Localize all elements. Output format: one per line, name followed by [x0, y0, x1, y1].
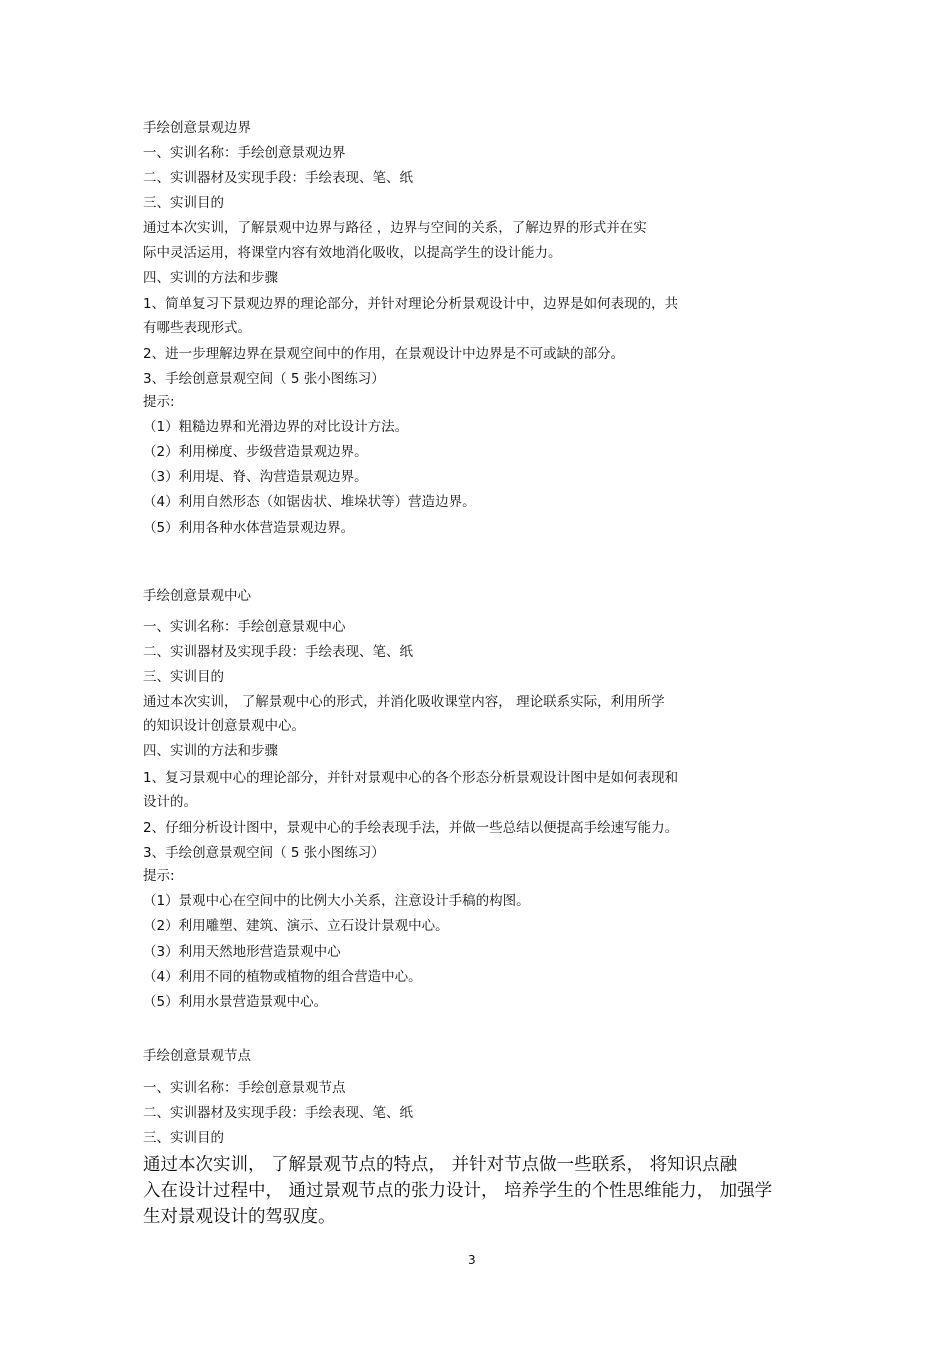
- hint-item: （3）利用天然地形营造景观中心: [143, 944, 341, 960]
- hint-item: （1）粗糙边界和光滑边界的对比设计方法。: [143, 419, 409, 435]
- hint-item: （2）利用雕塑、建筑、演示、立石设计景观中心。: [143, 918, 449, 934]
- step-line: 3、手绘创意景观空间（ 5 张小图练习）: [143, 371, 385, 387]
- purpose-paragraph-line: 通过本次实训，了解景观中边界与路径 ，边界与空间的关系，了解边界的形式并在实: [143, 220, 647, 236]
- hint-item: （5）利用水景营造景观中心。: [143, 994, 328, 1010]
- purpose-paragraph-line: 入在设计过程中， 通过景观节点的张力设计， 培养学生的个性思维能力， 加强学: [143, 1181, 773, 1201]
- hint-item: （2）利用梯度、步级营造景观边界。: [143, 444, 368, 460]
- page-number: 3: [468, 1253, 476, 1267]
- purpose-paragraph-line: 生对景观设计的驾驭度。: [143, 1207, 336, 1227]
- training-purpose-heading: 三、实训目的: [143, 195, 224, 211]
- training-purpose-heading: 三、实训目的: [143, 1130, 224, 1146]
- step-line: 1、简单复习下景观边界的理论部分，并针对理论分析景观设计中，边界是如何表现的，共: [143, 296, 679, 312]
- hint-item: （4）利用不同的植物或植物的组合营造中心。: [143, 969, 422, 985]
- training-purpose-heading: 三、实训目的: [143, 669, 224, 685]
- method-heading: 四、实训的方法和步骤: [143, 270, 278, 286]
- hint-item: （3）利用堤、脊、沟营造景观边界。: [143, 469, 368, 485]
- hint-item: （5）利用各种水体营造景观边界。: [143, 520, 355, 536]
- training-equipment: 二、实训器材及实现手段：手绘表现、笔、纸: [143, 644, 413, 660]
- method-heading: 四、实训的方法和步骤: [143, 743, 278, 759]
- step-line: 设计的。: [143, 794, 197, 810]
- section-title-node: 手绘创意景观节点: [143, 1048, 251, 1064]
- purpose-paragraph-line: 的知识设计创意景观中心。: [143, 718, 305, 734]
- training-name: 一、实训名称：手绘创意景观节点: [143, 1080, 346, 1096]
- step-line: 2、仔细分析设计图中，景观中心的手绘表现手法，并做一些总结以便提高手绘速写能力。: [143, 820, 679, 836]
- purpose-paragraph-line: 通过本次实训， 了解景观中心的形式，并消化吸收课堂内容， 理论联系实际，利用所学: [143, 694, 665, 710]
- section-title-boundary: 手绘创意景观边界: [143, 120, 251, 136]
- training-name: 一、实训名称：手绘创意景观边界: [143, 145, 346, 161]
- step-line: 有哪些表现形式。: [143, 320, 251, 336]
- step-line: 2、进一步理解边界在景观空间中的作用，在景观设计中边界是不可或缺的部分。: [143, 346, 625, 362]
- hint-item: （1）景观中心在空间中的比例大小关系，注意设计手稿的构图。: [143, 893, 530, 909]
- training-equipment: 二、实训器材及实现手段：手绘表现、笔、纸: [143, 1105, 413, 1121]
- step-line: 1、复习景观中心的理论部分，并针对景观中心的各个形态分析景观设计图中是如何表现和: [143, 770, 679, 786]
- hint-label: 提示:: [143, 868, 175, 884]
- purpose-paragraph-line: 通过本次实训， 了解景观节点的特点， 并针对节点做一些联系， 将知识点融: [143, 1155, 738, 1175]
- section-title-center: 手绘创意景观中心: [143, 588, 251, 604]
- training-name: 一、实训名称：手绘创意景观中心: [143, 619, 346, 635]
- training-equipment: 二、实训器材及实现手段：手绘表现、笔、纸: [143, 170, 413, 186]
- hint-item: （4）利用自然形态（如锯齿状、堆垛状等）营造边界。: [143, 494, 476, 510]
- hint-label: 提示:: [143, 394, 175, 410]
- step-line: 3、手绘创意景观空间（ 5 张小图练习）: [143, 845, 385, 861]
- purpose-paragraph-line: 际中灵活运用，将课堂内容有效地消化吸收，以提高学生的设计能力。: [143, 245, 562, 261]
